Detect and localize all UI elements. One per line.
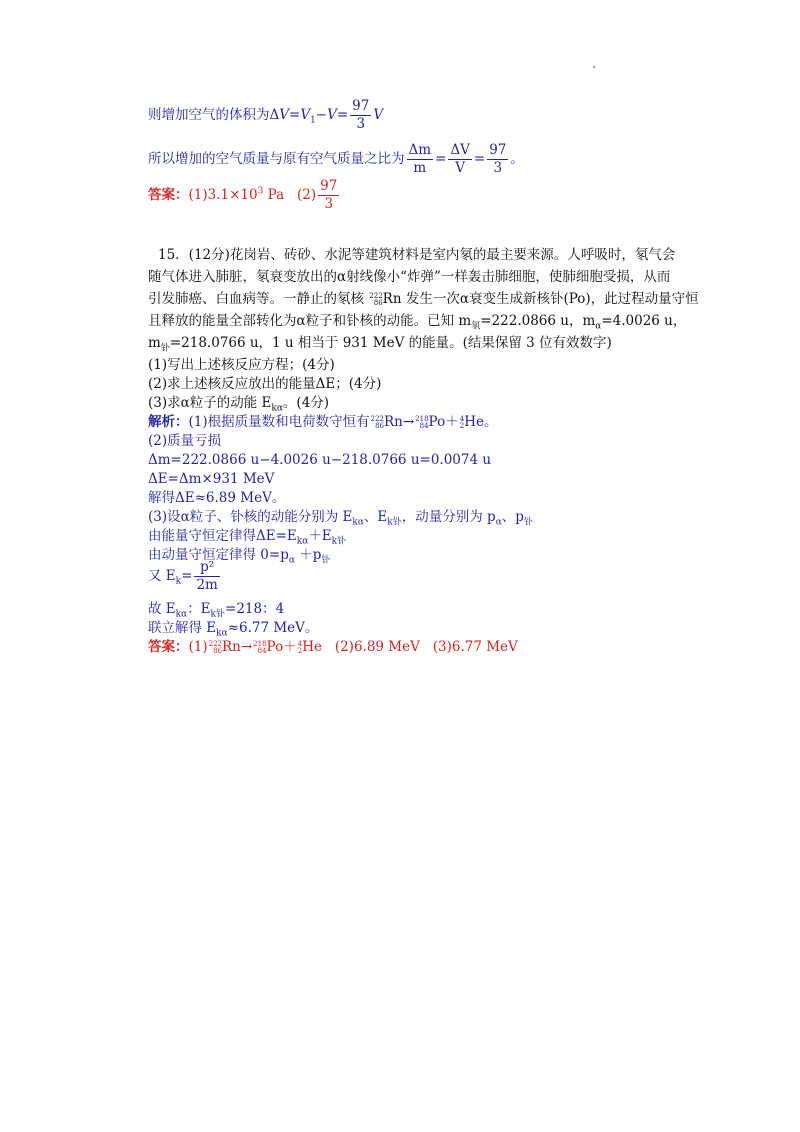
nuclide-rn: 222 86 (208, 639, 222, 655)
problem-line-4: 且释放的能量全部转化为α粒子和钋核的动能。已知 $m_氡=222.0866$ u，$m_\alpha=4.0026$ u， (148, 313, 687, 332)
answer-part1-line: 答案：$(1)3.1\times 10^3$ Pa (2) $\frac{97}{3}$ (148, 178, 338, 212)
volume-increase-line: 则增加空气的体积为$\Delta V=V_1-V=$ $\frac{97}{3}$ V (148, 98, 384, 132)
nuclide-po: 218 84 (253, 639, 267, 655)
fraction-97-3: $\frac{97}{3}$ (489, 142, 507, 176)
mass-ratio-line: 所以增加的空气质量与原有空气质量之比为 $\frac{\Delta m}{m}$ = $\frac{\Delta V}{V}$ = $\frac{97}{3}$ 。 (148, 142, 524, 176)
solution-line-1: 解析：(1)根据质量数和电荷数守恒有 222 86 Rn→ 218 84 Po＋ 4 2 He。 (148, 414, 498, 430)
solution-line-6: (3)设α粒子、钋核的动能分别为 $E_{k\alpha}$、$E_{k钋}$，动量分别为 $p_\alpha$、$p_钋$ (148, 509, 533, 528)
fraction-p2-2m: $\frac{\text{p²}}{2m}$ (196, 559, 218, 593)
fraction-97-3: $\frac{97}{3}$ (352, 98, 370, 132)
nuclide-he: 4 2 (459, 414, 465, 430)
solution-line-2: (2)质量亏损 (148, 433, 222, 449)
question-1: (1)写出上述核反应方程；(4分) (148, 357, 335, 373)
final-answer-line: 答案：(1) 222 86 Rn→ 218 84 Po＋ 4 2 He (2)6.89 MeV (3)6.77 MeV (148, 639, 518, 655)
question-3: (3)求α粒子的动能 $E_{k\alpha}$。(4分) (148, 395, 330, 414)
nuclide-rn: 222 86 (369, 291, 383, 307)
solution-line-4: ΔE=Δm×931 MeV (148, 471, 275, 487)
problem-line-3: 引发肺癌、白血病等。一静止的氡核 222 86 Rn 发生一次α衰变生成新核钋(Po)，此过程动量守恒 (148, 291, 699, 307)
solution-line-5: 解得ΔE≈6.89 MeV。 (148, 490, 286, 506)
nuclide-po: 218 84 (415, 414, 429, 430)
nuclide-he: 4 2 (297, 639, 303, 655)
fraction-dm-m: $\frac{\Delta m}{m}$ (408, 142, 432, 176)
question-2: (2)求上述核反应放出的能量ΔE；(4分) (148, 376, 382, 392)
solution-line-10: 故 $E_{k\alpha}$：$E_{k钋}=218$：4 (148, 601, 285, 620)
fraction-dv-v: $\frac{\Delta V}{V}$ (450, 142, 470, 176)
speck (593, 66, 595, 68)
nuclide-rn: 222 86 (370, 414, 384, 430)
solution-line-3: Δm=222.0866 u−4.0026 u−218.0766 u=0.0074 u (148, 452, 492, 468)
solution-line-9: 又 $E_k=$ $\frac{\text{p²}}{2m}$ (148, 559, 218, 593)
problem-line-2: 随气体进入肺脏，氡衰变放出的α射线像小“炸弹”一样轰击肺细胞，使肺细胞受损，从而 (148, 269, 671, 285)
solution-line-11: 联立解得 $E_{k\alpha}\approx 6.77$ MeV。 (148, 620, 319, 639)
problem-line-5: $m_钋=218.0766$ u，1 u 相当于 931 MeV 的能量。(结果保留 3 位有效数字) (148, 335, 612, 354)
solution-line-8: 由动量守恒定律得 $0=p_\alpha +p_钋$ (148, 547, 331, 566)
fraction-97-3: $\frac{97}{3}$ (320, 178, 338, 212)
problem-line-1: 15．(12分)花岗岩、砖砂、水泥等建筑材料是室内氡的最主要来源。人呼吸时，氡气会 (158, 247, 676, 263)
solution-line-7: 由能量守恒定律得$\Delta E=E_{k\alpha}+E_{k钋}$ (148, 528, 347, 547)
